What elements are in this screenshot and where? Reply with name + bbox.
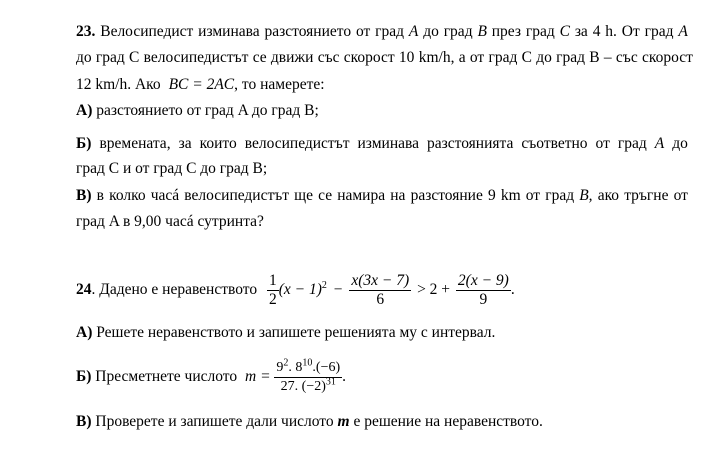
m-fraction: $\frac{9^2. 8^{10}.(-6)}{27. (-2)^{31}}$ [276, 357, 341, 394]
fraction-second: $\frac{x(3x - 7)}{6}$ [351, 271, 410, 308]
p23-item-b-line-1: Б) времената, за които велосипедистът изминава разстоянията съответно от град A до [76, 135, 688, 152]
p23-line-2: до град C велосипедистът се движи със скорост 10 km/h, а от град C до град B – със скорост [76, 49, 693, 66]
p23-line-1: 23. Велосипедист изминава разстоянието от град A до град B през град C за 4 h. От град A [76, 23, 688, 40]
p23-line-3: 12 km/h. Ако BC = 2AC, то намерете: [76, 76, 325, 93]
inequality: $\frac{1}{2}$ $(x - 1)^2$ − $\frac{x(3x - 7)}{6}$ > 2 + $\frac{2(x - 9)}{9}$ . [268, 271, 515, 308]
p23-item-a: А) разстоянието от град A до град B; [76, 102, 319, 119]
p24-item-c: В) Проверете и запишете дали числото m е решение на неравенството. [76, 413, 543, 430]
fraction-third: $\frac{2(x - 9)}{9}$ [457, 271, 509, 308]
p23-item-c-line-2: град A в 9,00 часá сутринта? [76, 213, 264, 230]
p24-item-b: Б) Пресметнете числото m = $\frac{9^2. 8^{10}.(-6)}{27. (-2)^{31}}$ . [76, 357, 347, 394]
p24-line-1: 24. Дадено е неравенството $\frac{1}{2}$ $(x - 1)^2$ − $\frac{x(3x - 7)}{6}$ > 2 + $\frac{2(x - 9)}{9}$ . [76, 271, 515, 308]
p23-item-b-line-2: град C и от град C до град B; [76, 160, 268, 177]
p23-number: 23. [76, 23, 96, 40]
p23-item-c-line-1: В) в колко часá велосипедистът ще се намира на разстояние 9 km от град B, ако тръгне от [76, 187, 688, 204]
fraction-one-half: $\frac{1}{2}$ [268, 271, 277, 308]
p24-item-a: А) Решете неравенството и запишете решенията му с интервал. [76, 324, 496, 341]
equation-bc: BC = 2AC [168, 76, 235, 93]
